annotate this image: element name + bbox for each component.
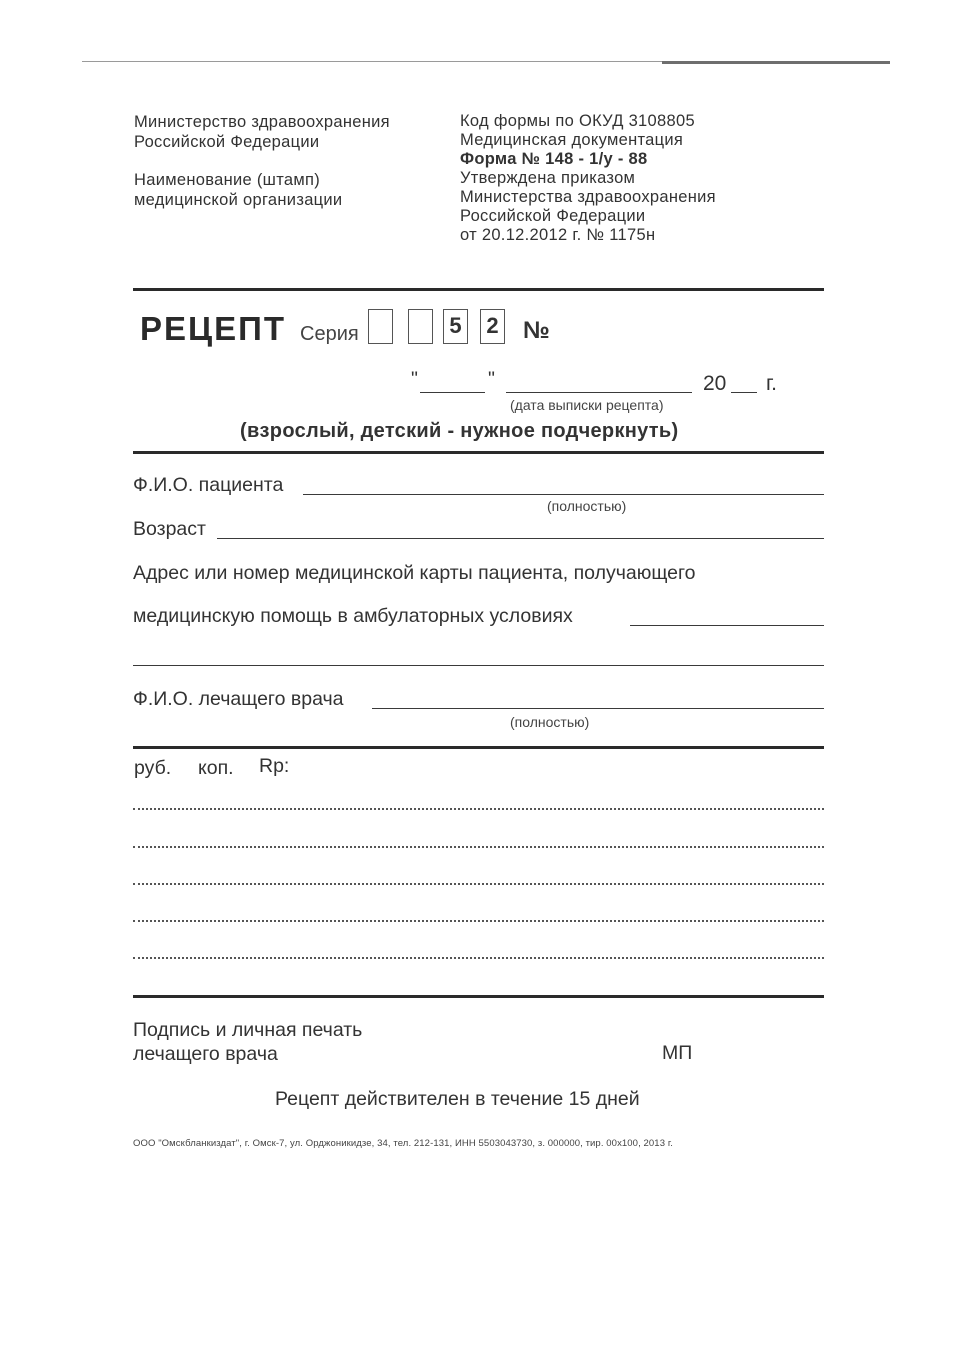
form-ministry-line2: Российской Федерации <box>460 207 646 225</box>
rx-line[interactable] <box>133 920 824 922</box>
header-stamp-line2: медицинской организации <box>134 190 343 209</box>
series-box-4[interactable]: 2 <box>480 309 505 344</box>
rx-line[interactable] <box>133 846 824 848</box>
top-edge-rule-dark <box>662 61 890 64</box>
doctor-name-label: Ф.И.О. лечащего врача <box>133 688 344 710</box>
signature-line2: лечащего врача <box>133 1043 278 1065</box>
series-box-3[interactable]: 5 <box>443 309 468 344</box>
address-field-extra[interactable] <box>133 665 824 666</box>
date-year-prefix: 20 <box>703 372 727 395</box>
number-sign: № <box>523 317 550 344</box>
rx-line[interactable] <box>133 957 824 959</box>
header-stamp <box>134 171 342 210</box>
rx-line[interactable] <box>133 808 824 810</box>
seal-mark: МП <box>662 1042 693 1064</box>
patient-name-hint: (полностью) <box>547 498 627 514</box>
rule-under-note <box>133 451 824 454</box>
series-box-1[interactable] <box>368 309 393 344</box>
date-day-field[interactable] <box>420 392 485 393</box>
date-year-field[interactable] <box>731 392 757 393</box>
age-field[interactable] <box>217 538 824 539</box>
header-stamp-line1: Наименование (штамп) <box>134 171 321 189</box>
age-group-note: (взрослый, детский - нужное подчеркнуть) <box>240 420 679 442</box>
rule-above-rx <box>133 746 824 749</box>
doctor-name-field[interactable] <box>372 708 824 709</box>
date-caption: (дата выписки рецепта) <box>510 397 664 413</box>
form-doc-type: Медицинская документация <box>460 131 684 149</box>
rx-rub-label: руб. <box>134 757 172 779</box>
printer-imprint: ООО "Омскбланкиздат", г. Омск-7, ул. Орджоникидзе, 34, тел. 212-131, ИНН 5503043730, з. 000000, тир. 00х100, 2013 г. <box>133 1138 673 1149</box>
patient-name-field[interactable] <box>303 494 824 495</box>
form-okud-code: Код формы по ОКУД 3108805 <box>460 112 695 130</box>
header-ministry <box>134 113 390 152</box>
form-ministry-line1: Министерства здравоохранения <box>460 188 716 206</box>
signature-block <box>133 1018 362 1066</box>
patient-name-label: Ф.И.О. пациента <box>133 474 284 496</box>
header-ministry-line2: Российской Федерации <box>134 132 320 151</box>
address-label-line2: медицинскую помощь в амбулаторных условиях <box>133 605 573 627</box>
form-approved: Утверждена приказом <box>460 169 636 187</box>
form-order: от 20.12.2012 г. № 1175н <box>460 226 656 244</box>
date-year-suffix: г. <box>766 372 777 395</box>
doctor-name-hint: (полностью) <box>510 714 590 730</box>
date-quote-open: " <box>411 368 418 390</box>
header-form-info <box>460 112 716 245</box>
prescription-title: РЕЦЕПТ <box>140 310 287 347</box>
rule-below-rx <box>133 995 824 998</box>
form-number: Форма № 148 - 1/у - 88 <box>460 150 648 168</box>
series-label: Серия <box>300 323 359 345</box>
header-ministry-line1: Министерство здравоохранения <box>134 113 390 131</box>
date-quote-close: " <box>488 368 495 390</box>
rx-rp-label: Rp: <box>259 755 290 777</box>
signature-line1: Подпись и личная печать <box>133 1019 363 1041</box>
rx-kop-label: коп. <box>198 757 234 779</box>
address-field[interactable] <box>630 625 824 626</box>
age-label: Возраст <box>133 518 206 540</box>
validity-note: Рецепт действителен в течение 15 дней <box>275 1088 640 1110</box>
series-box-2[interactable] <box>408 309 433 344</box>
rule-top <box>133 288 824 291</box>
date-month-field[interactable] <box>506 392 692 393</box>
rx-line[interactable] <box>133 883 824 885</box>
address-label-line1: Адрес или номер медицинской карты пациента, получающего <box>133 562 696 584</box>
